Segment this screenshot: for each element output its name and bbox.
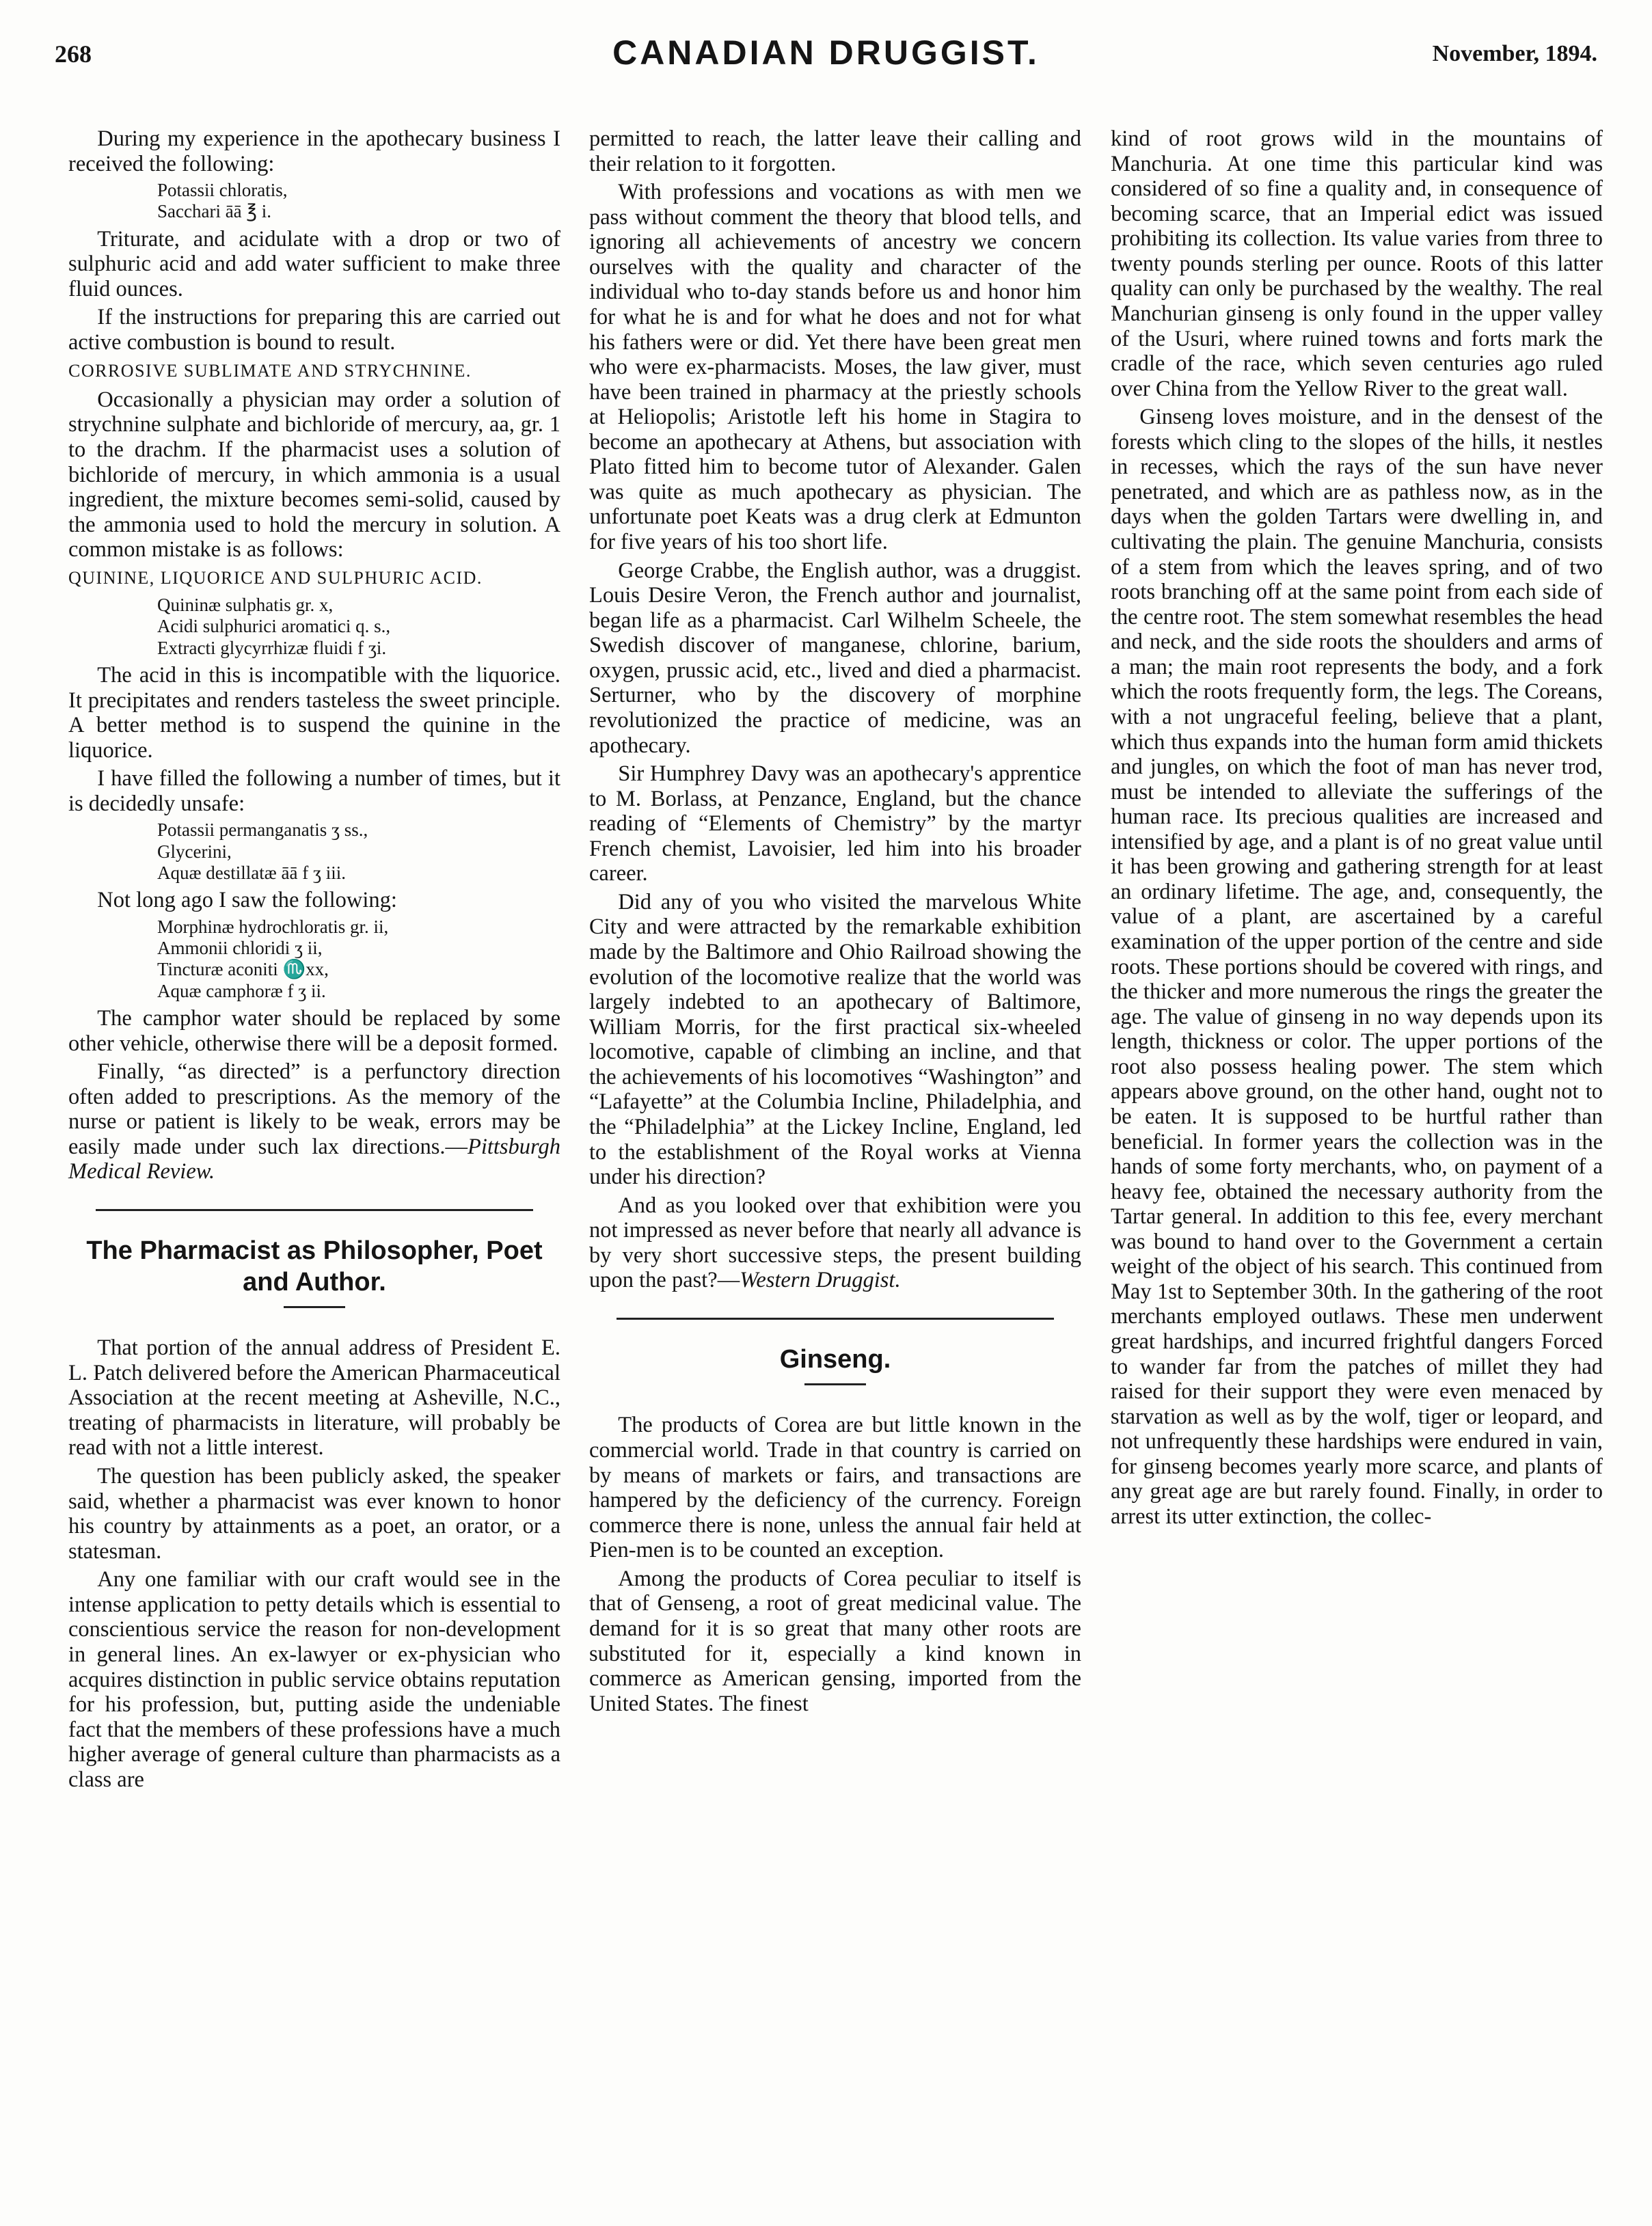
source-citation: Western Druggist.: [740, 1268, 901, 1293]
journal-title: CANADIAN DRUGGIST.: [612, 33, 1040, 72]
paragraph-text: Finally, “as directed” is a perfunctory direction often added to prescriptions. As the memory of the nurse or patient is likely to be weak, errors may be easily made under such lax directions.—: [68, 1059, 560, 1159]
subheading: CORROSIVE SUBLIMATE AND STRYCHNINE.: [68, 360, 472, 381]
subheading: QUININE, LIQUORICE AND SULPHURIC ACID.: [68, 567, 483, 588]
section-divider: [617, 1318, 1054, 1320]
prescription-formula: [68, 917, 560, 1002]
paragraph: The camphor water should be replaced by some other vehicle, otherwise there will be a deposit formed.: [68, 1006, 560, 1056]
paragraph: Not long ago I saw the following:: [97, 888, 397, 913]
formula-line: Sacchari āā ℥ i.: [157, 201, 272, 222]
formula-line: Glycerini,: [157, 841, 232, 862]
paragraph: The products of Corea are but little known in the commercial world. Trade in that country is carried on by means of markets or fairs, and transactions are hampered by the deficiency of the currency. Foreign commerce there is none, unless the annual fair held at Pien-men is to be counted an exception.: [589, 1413, 1081, 1563]
formula-line: Tincturæ aconiti ♏xx,: [157, 959, 329, 980]
page-number: 268: [55, 40, 92, 68]
formula-line: Extracti glycyrrhizæ fluidi f ʒi.: [157, 637, 387, 658]
paragraph: Ginseng loves moisture, and in the densest of the forests which cling to the slopes of the hills, it nestles in recesses, which the rays of the sun have never penetrated, and which are as pathless now, as in the days when the golden Tartars were dwelling in, and cultivating the plain. The genuine Manchuria, consists of a stem from which the leaves spring, and of two roots branching off at the same point from each side of the centre root. The stem somewhat resembles the head and neck, and the side roots the shoulders and arms of a man; the main root represents the body, and a fork which the roots frequently form, the legs. The Coreans, with a not ungraceful feeling, believe that a plant, which thus expands into the human form amid thickets and jungles, on which the foot of man has never trod, must be intended to alleviate the sufferings of the human race. Its precious qualities are increased and intensified by age, and a plant is of no great value until it has been growing and gathering strength for at least an ordinary lifetime. The age, and, consequently, the value of a plant, are ascertained by a careful examination of the upper portion of the centre and side roots. These portions should be covered with rings, and the thicker and more numerous the rings the greater the age. The value of ginseng in no way depends upon its length, thickness or color. The upper portions of the root also possess healing power. The stem which appears above ground, on the other hand, ought not to be eaten. It is supposed to be hurtful rather than beneficial. In former years the collection was in the hands of some forty merchants, who, on payment of a heavy fee, obtained the necessary authority from the Tartar general. In addition to this fee, every merchant was bound to hand over to the Government a certain weight of the object of his search. This continued from May 1st to September 30th. In the gathering of the root merchants employed outlaws. These men underwent great hardships, and incurred frightful dangers Forced to wander far from the patches of millet they had raised for their support they were even menaced by starvation as well as by the wolf, tiger or leopard, and not unfrequently these hardships were endured in vain, for ginseng becomes yearly more scarce, and plants of any great age are but rarely found. Finally, in order to arrest its utter extinction, the collec-: [1111, 405, 1603, 1529]
paragraph: Any one familiar with our craft would see in the intense application to petty details which is essential to conscientious service the reason for non-development in general lines. An ex-lawyer or ex-physician who acquires distinction in public service obtains reputation for his profession, but, putting aside the undeniable fact that the members of these professions have a much higher average of general culture than pharmacists as a class are: [68, 1567, 560, 1792]
source-citation: Pittsburgh Medical Review.: [68, 1134, 560, 1184]
prescription-formula: [68, 180, 560, 223]
paragraph: During my experience in the apothecary business I received the following:: [68, 126, 560, 176]
paragraph: The question has been publicly asked, the speaker said, whether a pharmacist was ever known to honor his country by attainments as a poet, an orator, or a statesman.: [68, 1464, 560, 1564]
paragraph: I have filled the following a number of times, but it is decidedly unsafe:: [68, 766, 560, 816]
column-2: [589, 126, 1081, 1720]
formula-line: Morphinæ hydrochloratis gr. ii,: [157, 916, 389, 937]
article-title: Ginseng.: [779, 1344, 891, 1374]
prescription-formula: [68, 595, 560, 659]
paragraph: Among the products of Corea peculiar to itself is that of Genseng, a root of great medicinal value. The demand for it is so great that many other roots are substituted for it, especially a kind known in commerce as American gensing, imported from the United States. The finest: [589, 1566, 1081, 1716]
title-rule: [284, 1306, 345, 1308]
column-3: [1111, 126, 1603, 1533]
title-rule: [804, 1383, 866, 1385]
paragraph: The acid in this is incompatible with the liquorice. It precipitates and renders tasteless the sweet principle. A better method is to suspend the quinine in the liquorice.: [68, 662, 560, 763]
paragraph: [68, 1059, 560, 1184]
paragraph: [589, 1193, 1081, 1293]
paragraph: permitted to reach, the latter leave their calling and their relation to it forgotten.: [589, 126, 1081, 176]
article-title: The Pharmacist as Philosopher, Poet and Author.: [86, 1236, 543, 1297]
paragraph: Sir Humphrey Davy was an apothecary's apprentice to M. Borlass, at Penzance, England, but the chance reading of “Elements of Chemistry” by the martyr French chemist, Lavoisier, led him into his broader career.: [589, 761, 1081, 886]
formula-line: Aquæ camphoræ f ʒ ii.: [157, 980, 326, 1001]
formula-line: Ammonii chloridi ʒ ii,: [157, 938, 323, 959]
formula-line: Potassii chloratis,: [157, 180, 288, 201]
paragraph: That portion of the annual address of President E. L. Patch delivered before the American Pharmaceutical Association at the recent meeting at Asheville, N.C., treating of pharmacists in literature, will probably be read with not a little interest.: [68, 1335, 560, 1461]
page-header: [55, 27, 1597, 75]
formula-line: Aquæ destillatæ āā f ʒ iii.: [157, 862, 346, 883]
formula-line: Acidi sulphurici aromatici q. s.,: [157, 616, 391, 637]
formula-line: Quininæ sulphatis gr. x,: [157, 595, 334, 615]
paragraph: Triturate, and acidulate with a drop or two of sulphuric acid and add water sufficient to make three fluid ounces.: [68, 226, 560, 301]
prescription-formula: [68, 819, 560, 884]
paragraph: George Crabbe, the English author, was a druggist. Louis Desire Veron, the French author and journalist, began life as a pharmacist. Carl Wilhelm Scheele, the Swedish discover of manganese, chlorine, barium, oxygen, prussic acid, etc., lived and died a pharmacist. Serturner, who by the discovery of morphine revolutionized the practice of medicine, was an apothecary.: [589, 558, 1081, 758]
paragraph: kind of root grows wild in the mountains of Manchuria. At one time this particular kind was considered of so fine a quality and, in consequence of becoming scarce, that an Imperial edict was issued prohibiting its collection. Its value varies from three to twenty pounds sterling per ounce. Roots of this latter quality can only be purchased by the wealthy. The real Manchurian ginseng is only found in the upper valley of the Usuri, where ruined towns and forts mark the cradle of the race, which seven centuries ago ruled over China from the Yellow River to the great wall.: [1111, 126, 1603, 401]
paragraph: Occasionally a physician may order a solution of strychnine sulphate and bichloride of mercury, aa, gr. 1 to the drachm. If the pharmacist uses a solution of bichloride of mercury, in which ammonia is a usual ingredient, the mixture becomes semi-solid, caused by the ammonia used to hold the mercury in solution. A common mistake is as follows:: [68, 387, 560, 562]
paragraph: If the instructions for preparing this are carried out active combustion is bound to result.: [68, 305, 560, 355]
column-1: [68, 126, 560, 1795]
section-divider: [96, 1209, 533, 1211]
formula-line: Potassii permanganatis ʒ ss.,: [157, 819, 368, 841]
paragraph: Did any of you who visited the marvelous White City and were attracted by the remarkable exhibition made by the Baltimore and Ohio Railroad showing the evolution of the locomotive realize that the world was largely indebted to an apothecary of Baltimore, William Morris, for the first practical six-wheeled locomotive, capable of climbing an incline, and that the achievements of his locomotives “Washington” and “Lafayette” at the Columbia Incline, Philadelphia, and the “Philadelphia” at the Lickey Incline, England, led to the establishment of the Royal works at Vienna under his direction?: [589, 889, 1081, 1190]
paragraph: With professions and vocations as with men we pass without comment the theory that blood tells, and ignoring all achievements of ancestry we concern ourselves with the quality and character of the individual who to-day stands before us and honor him for what he is and for what he does and not for what his fathers were or did. Yet there have been great men who were ex-pharmacists. Moses, the law giver, must have been trained in pharmacy at the priestly schools at Heliopolis; Aristotle left his home in Stagira to become an apothecary at Athens, but association with Plato fitted him to become tutor of Alexander. Galen was quite as much apothecary as physician. The unfortunate poet Keats was a drug clerk at Edmunton for five years of his too short life.: [589, 180, 1081, 554]
paragraph-text: And as you looked over that exhibition were you not impressed as never before that nearly all advance is by very short successive steps, the present building upon the past?—: [589, 1193, 1081, 1293]
issue-date: November, 1894.: [1432, 41, 1597, 66]
